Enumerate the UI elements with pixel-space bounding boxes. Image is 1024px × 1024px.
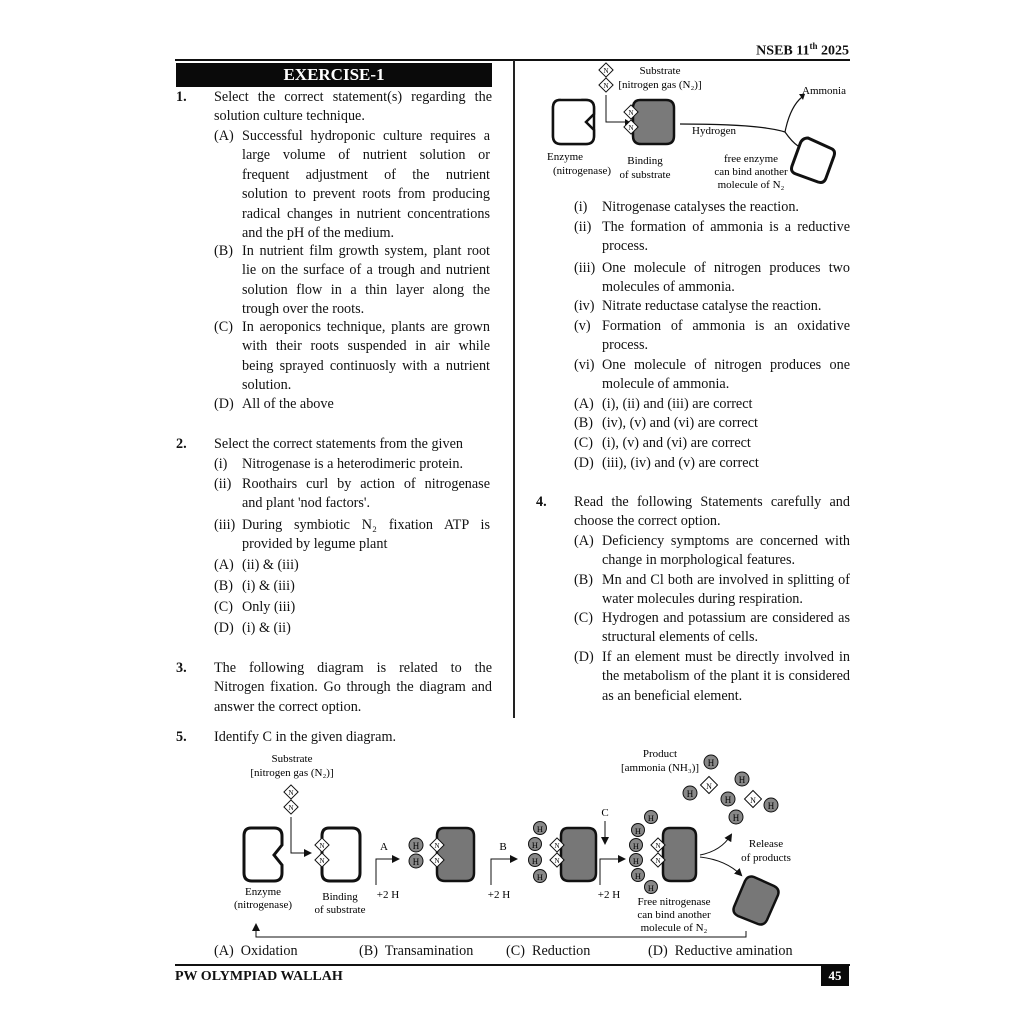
text-line: Read the following Statements carefully and — [574, 494, 850, 510]
text-line: trough over the roots. — [242, 301, 365, 318]
enzyme-shape — [244, 828, 282, 881]
option-label: (C) — [214, 599, 233, 615]
substrate-label: Substrate — [639, 65, 681, 77]
text-line: provided by legume plant — [242, 536, 388, 553]
text-line: Deficiency symptoms are concerned with — [602, 533, 850, 549]
option-text: (iv), (v) and (vi) are correct — [602, 415, 758, 431]
statement-text: Nitrogenase catalyses the reaction. — [602, 199, 799, 215]
page-number: 45 — [821, 965, 849, 986]
product-sublabel: [ammonia (NH₃)] — [620, 762, 700, 774]
text-line: In aeroponics technique, plants are grown — [242, 319, 490, 335]
statement-label: (i) — [214, 456, 228, 472]
text-line: the metabolism of the plant it is considered — [602, 668, 850, 685]
option-text: (i), (v) and (vi) are correct — [602, 435, 751, 451]
question-number: 2. — [176, 436, 187, 452]
option-label: (B) — [574, 415, 593, 431]
statement-text — [602, 317, 850, 356]
text-line: The following diagram is related to the — [214, 660, 492, 676]
header-title: NSEB 11 — [756, 43, 810, 59]
option-text: Only (iii) — [242, 599, 296, 615]
option-label: (B) — [214, 243, 233, 259]
header-year: 2025 — [817, 43, 849, 59]
release-label: Release — [748, 838, 784, 850]
enzyme-sublabel: (nitrogenase) — [233, 899, 293, 911]
question-number: 3. — [176, 660, 187, 676]
statement-text — [242, 475, 490, 514]
atom-h: H — [536, 872, 544, 882]
statement-text — [602, 218, 850, 257]
option-text — [242, 127, 490, 243]
atom-h: H — [536, 824, 544, 834]
statement-label: (i) — [574, 199, 588, 215]
ammonia-molecule-icon — [729, 772, 778, 824]
atom-n: N — [655, 857, 661, 865]
n2-substrate-icon — [599, 63, 613, 92]
option-label: (C) — [574, 435, 593, 451]
option-text — [242, 242, 490, 320]
statement-label: (iii) — [574, 260, 596, 276]
statement-text — [242, 516, 490, 555]
substrate-sublabel: [nitrogen gas (N₂)] — [618, 79, 702, 91]
option-text: Oxidation — [240, 943, 298, 959]
enzyme-stage-2 — [409, 828, 474, 881]
atom-h: H — [634, 871, 642, 881]
product-label: Product — [642, 748, 678, 760]
question-text — [214, 88, 492, 127]
option-text: (i) & (ii) — [242, 620, 291, 636]
text-line: structural elements of cells. — [602, 629, 759, 646]
atom-h: H — [707, 758, 715, 768]
atom-h: H — [647, 813, 655, 823]
atom-n: N — [603, 82, 609, 90]
text-line: lie on the surface of a trough and nutrient — [242, 262, 490, 279]
option-text: (i), (ii) and (iii) are correct — [602, 396, 753, 412]
text-line: solution. — [242, 377, 292, 394]
free-enzyme-label: free enzyme — [723, 153, 779, 165]
n2-substrate-icon — [284, 785, 298, 814]
text-line: Roothairs curl by action of nitrogenase — [242, 476, 490, 492]
atom-h: H — [412, 857, 420, 867]
atom-n: N — [706, 782, 712, 791]
enzyme-bound-shape — [624, 100, 674, 144]
option-label: (A) — [574, 396, 594, 412]
text-line: being sprayed continuosly with a nutrient — [242, 357, 490, 374]
text-line: molecules of ammonia. — [602, 279, 735, 296]
page-header — [756, 37, 849, 61]
option-label: (D) — [214, 396, 234, 412]
free-nitrogenase-label: Free nitrogenase — [637, 896, 711, 908]
statement-text: Nitrogenase is a heterodimeric protein. — [242, 456, 464, 472]
text-line: process. — [602, 337, 649, 354]
atom-h: H — [647, 883, 655, 893]
text-line: water molecules during respiration. — [602, 591, 803, 608]
atom-h: H — [531, 856, 539, 866]
text-line: Hydrogen and potassium are considered as — [602, 610, 850, 626]
free-nitrogenase-label: can bind another — [637, 909, 711, 921]
text-line: with their roots suspended in air while — [242, 338, 490, 355]
plus-2h-label: +2 H — [597, 889, 621, 901]
text-line: molecule of ammonia. — [602, 376, 730, 393]
question-text: Identify C in the given diagram. — [214, 729, 397, 745]
option-text — [602, 532, 850, 571]
text-line: choose the correct option. — [574, 513, 721, 530]
question-number: 4. — [536, 494, 547, 510]
binding-sublabel: of substrate — [619, 169, 671, 181]
free-nitrogenase-shape — [734, 877, 779, 925]
substrate-label: Substrate — [271, 753, 313, 765]
question-text — [574, 493, 850, 532]
option-text — [602, 571, 850, 610]
step-b-label: B — [499, 841, 507, 853]
enzyme-bound-shape — [315, 828, 360, 881]
enzyme-stage-3 — [529, 822, 597, 883]
text-line: large volume of nutrient solution or — [242, 147, 490, 164]
atom-n: N — [628, 109, 634, 117]
text-line: Successful hydroponic culture requires a — [242, 128, 490, 144]
text-line: solution to prevent roots from producing — [242, 186, 490, 203]
statement-label: (vi) — [574, 357, 595, 373]
statement-text: Nitrate reductase catalyse the reaction. — [602, 298, 822, 314]
atom-h: H — [738, 775, 746, 785]
option-text: All of the above — [242, 396, 334, 412]
option-label: (B) — [214, 578, 233, 594]
binding-label: Binding — [322, 891, 358, 903]
text-line: radical changes in nutrient concentrations — [242, 205, 490, 222]
question-text: Select the correct statements from the given — [214, 436, 463, 452]
q5-nitrogenase-cycle-diagram — [226, 745, 806, 940]
option-text — [602, 609, 850, 648]
option-label: (D) — [648, 943, 668, 959]
statement-label: (iii) — [214, 517, 236, 533]
option-label: (D) — [574, 649, 594, 665]
free-enzyme-shape — [792, 138, 835, 183]
q5-option-b[interactable] — [359, 942, 473, 961]
enzyme-stage-4 — [630, 811, 697, 894]
option-label: (C) — [574, 610, 593, 626]
plus-2h-label: +2 H — [376, 889, 400, 901]
binding-sublabel: of substrate — [314, 904, 366, 916]
text-line: and plant 'nod factors'. — [242, 495, 371, 512]
text-line: process. — [602, 238, 649, 255]
option-text — [602, 648, 850, 706]
option-label: (A) — [214, 943, 234, 959]
option-label: (A) — [214, 557, 234, 573]
atom-n: N — [319, 842, 325, 850]
enzyme-shape — [553, 100, 594, 144]
text-line: Formation of ammonia is an oxidative — [602, 318, 850, 334]
free-nitrogenase-label: molecule of N₂ — [640, 922, 708, 934]
ammonia-label: Ammonia — [802, 85, 846, 97]
option-text: Reductive amination — [674, 943, 793, 959]
atom-h: H — [686, 789, 694, 799]
statement-text — [602, 259, 850, 298]
atom-h: H — [634, 826, 642, 836]
atom-n: N — [603, 67, 609, 75]
option-label: (A) — [574, 533, 594, 549]
atom-h: H — [632, 841, 640, 851]
text-line: If an element must be directly involved in — [602, 649, 850, 665]
q5-option-a[interactable] — [214, 942, 298, 961]
option-label: (C) — [214, 319, 233, 335]
option-text — [242, 318, 490, 396]
option-text: Reduction — [532, 943, 591, 959]
atom-n: N — [434, 842, 440, 850]
enzyme-label: Enzyme — [546, 151, 584, 163]
header-sup: th — [809, 41, 818, 51]
atom-n: N — [434, 857, 440, 865]
option-label: (D) — [574, 455, 594, 471]
binding-label: Binding — [627, 155, 663, 167]
text-line: The formation of ammonia is a reductive — [602, 219, 850, 235]
enzyme-label: Enzyme — [244, 886, 282, 898]
question-number: 5. — [176, 729, 187, 745]
atom-h: H — [732, 813, 740, 823]
atom-n: N — [554, 857, 560, 865]
plus-2h-label: +2 H — [487, 889, 511, 901]
atom-n: N — [628, 124, 634, 132]
text-line: One molecule of nitrogen produces two — [602, 260, 850, 276]
option-text: Transamination — [384, 943, 474, 959]
enzyme-sublabel: (nitrogenase) — [552, 165, 612, 177]
footer-rule — [175, 964, 850, 966]
question-number: 1. — [176, 89, 187, 105]
hydrogen-label: Hydrogen — [692, 125, 736, 137]
text-line: change in morphological features. — [602, 552, 796, 569]
exercise-title: EXERCISE-1 — [176, 63, 492, 87]
text-line: Mn and Cl both are involved in splitting of — [602, 572, 850, 588]
atom-n: N — [288, 804, 294, 812]
atom-n: N — [750, 796, 756, 805]
option-text: (ii) & (iii) — [242, 557, 299, 573]
column-divider — [513, 60, 515, 718]
text-line: as an beneficial element. — [602, 687, 743, 704]
text-line: frequent adjustment of the nutrient — [242, 166, 490, 183]
free-enzyme-label: molecule of N₂ — [717, 179, 785, 191]
text-line: Select the correct statement(s) regarding the — [214, 89, 492, 105]
atom-h: H — [531, 840, 539, 850]
atom-n: N — [655, 842, 661, 850]
option-text: (iii), (iv) and (v) are correct — [602, 455, 759, 471]
text-line: In nutrient film growth system, plant root — [242, 243, 490, 259]
footer-brand: PW OLYMPIAD WALLAH — [175, 969, 343, 984]
atom-h: H — [767, 801, 775, 811]
option-label: (D) — [214, 620, 234, 636]
atom-h: H — [412, 841, 420, 851]
question-text — [214, 659, 492, 717]
option-label: (B) — [574, 572, 593, 588]
atom-n: N — [288, 789, 294, 797]
text-line: solution flow in a thin layer along the — [242, 281, 490, 298]
q5-option-d[interactable] — [648, 942, 793, 961]
option-text: (i) & (iii) — [242, 578, 295, 594]
q5-option-c[interactable] — [506, 942, 590, 961]
free-enzyme-label: can bind another — [714, 166, 788, 178]
statement-label: (iv) — [574, 298, 595, 314]
q3-nitrogen-fixation-diagram — [540, 62, 850, 200]
statement-text — [602, 356, 850, 395]
statement-label: (v) — [574, 318, 591, 334]
text-line: answer the correct option. — [214, 698, 362, 715]
step-c-label: C — [601, 807, 609, 819]
substrate-sublabel: [nitrogen gas (N₂)] — [250, 767, 334, 779]
statement-label: (ii) — [214, 476, 232, 492]
statement-label: (ii) — [574, 219, 592, 235]
atom-n: N — [319, 857, 325, 865]
text-line: Nitrogen fixation. Go through the diagram and — [214, 679, 492, 696]
text-line: solution culture technique. — [214, 108, 365, 125]
option-label: (C) — [506, 943, 525, 959]
atom-h: H — [632, 856, 640, 866]
option-label: (A) — [214, 128, 234, 144]
step-a-label: A — [380, 841, 388, 853]
option-label: (B) — [359, 943, 378, 959]
text-line: During symbiotic N₂ fixation ATP is — [242, 517, 490, 533]
atom-h: H — [724, 795, 732, 805]
text-line: One molecule of nitrogen produces one — [602, 357, 850, 373]
release-sublabel: of products — [741, 852, 791, 864]
atom-n: N — [554, 842, 560, 850]
text-line: and the pH of the medium. — [242, 225, 395, 242]
